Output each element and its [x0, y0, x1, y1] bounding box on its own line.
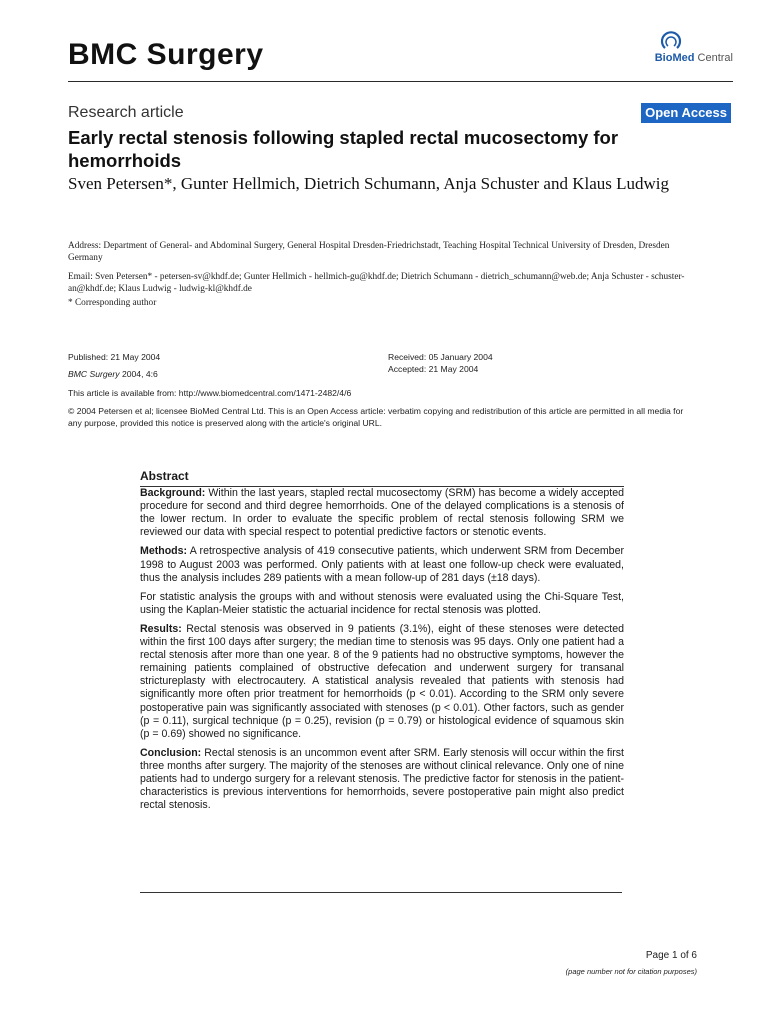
article-type-line [68, 104, 733, 126]
copyright-notice: © 2004 Petersen et al; licensee BioMed Central Ltd. This is an Open Access article: verbatim copying and redistribution of this article are permitted in all media for any purpose, provided this notice is preserved along with the article's original URL. [68, 406, 684, 428]
results-text: Rectal stenosis was observed in 9 patients (3.1%), eight of these stenoses were detected within the first 100 days after surgery; the median time to stenosis was 95 days. Only one patient had a rectal stenosis after more than one year. 8 of the 9 patients had no obstructive symptoms, however the remaining patients complained of obstructive defecation and underwent surgery for transanal strictureplasty with electrocautery. A statistical analysis revealed that patients with stenosis had significantly more often prior treatment for hemorrhoids (p < 0.01). According to the SRM only severe postoperative pain was significantly associated with stenoses (p < 0.01). Other factors, such as gender (p = 0.11), surgical technique (p = 0.25), revision (p = 0.79) or histological evidence of squamous skin (p = 0.69) showed no significance. [140, 622, 624, 740]
logo-central-text: Central [694, 52, 733, 64]
author-emails[interactable]: Email: Sven Petersen* - petersen-sv@khdf.de; Gunter Hellmich - hellmich-gu@khdf.de; Dietrich Schumann - dietrich_schumann@web.de; Anja Schuster - schuster-an@khdf.de; Klaus Ludwig - ludwig-kl@khdf.de [68, 272, 685, 294]
header-divider [68, 81, 733, 82]
article-authors: Sven Petersen*, Gunter Hellmich, Dietrich Schumann, Anja Schuster and Klaus Ludwig [68, 174, 670, 193]
article-type: Research article [68, 104, 184, 121]
abstract-methods [140, 545, 624, 584]
citation-journal: BMC Surgery [68, 369, 120, 379]
logo-wordmark [655, 52, 733, 64]
received-date: Received: 05 January 2004 [388, 352, 493, 362]
abstract-heading: Abstract [140, 469, 189, 483]
abstract-results [140, 623, 624, 741]
journal-header [68, 36, 733, 86]
conclusion-text: Rectal stenosis is an uncommon event after SRM. Early stenosis will occur within the first three months after surgery. The majority of the stenoses are without clinical relevance. Only one of nine patients had to undergo surgery for a relevant stenosis. The predictive factor for stenosis in the patient-characteristics is previous interventions for hemorrhoids, severe postoperative pain might also predict rectal stenosis. [140, 746, 624, 812]
article-url[interactable]: This article is available from: http://www.biomedcentral.com/1471-2482/4/6 [68, 388, 352, 398]
logo-bio-text: BioMed [654, 52, 695, 64]
abstract-end-rule [140, 892, 622, 893]
open-access-badge: Open Access [641, 103, 731, 123]
journal-title: BMC Surgery [68, 38, 264, 71]
corresponding-author-note: * Corresponding author [68, 298, 157, 308]
page-number-note: (page number not for citation purposes) [565, 967, 697, 976]
citation-volume: 2004, 4:6 [119, 369, 158, 379]
accepted-date: Accepted: 21 May 2004 [388, 364, 479, 374]
page-number: Page 1 of 6 [645, 950, 697, 961]
abstract-heading-rule [140, 486, 624, 487]
article-title: Early rectal stenosis following stapled rectal mucosectomy for hemorrhoids [68, 127, 619, 171]
biomed-central-arc-icon [659, 30, 683, 54]
biomed-central-logo[interactable] [613, 36, 733, 76]
methods-text: A retrospective analysis of 419 consecutive patients, which underwent SRM from December 1998 to August 2003 was performed. Only patients with at least one follow-up check were evaluated, thus the analysis includes 289 patients with a mean follow-up of 281 days (±18 days). [140, 545, 624, 584]
background-text: Within the last years, stapled rectal mucosectomy (SRM) has become a widely accepted procedure for second and third degree hemorrhoids. One of the delayed complications is a stenosis of the lower rectum. In order to evaluate the specific problem of rectal stenosis following SRM we reviewed our data with special respect to potential predictive factors or stenotic events. [140, 487, 624, 539]
published-date: Published: 21 May 2004 [68, 352, 161, 362]
methods-label: Methods: [140, 545, 188, 558]
abstract-section [140, 470, 624, 818]
background-label: Background: [140, 487, 206, 500]
conclusion-label: Conclusion: [140, 746, 202, 759]
abstract-background [140, 487, 624, 539]
results-label: Results: [140, 622, 182, 635]
citation-line [68, 368, 158, 380]
abstract-statistics: For statistic analysis the groups with and without stenosis were evaluated using the Chi-Square Test, using the Kaplan-Meier statistic the actuarial incidence for rectal stenosis was plotted. [140, 590, 624, 616]
abstract-conclusion [140, 747, 624, 812]
author-address: Address: Department of General- and Abdominal Surgery, General Hospital Dresden-Friedrichstadt, Teaching Hospital Technical University of Dresden, Dresden Germany [68, 241, 670, 263]
